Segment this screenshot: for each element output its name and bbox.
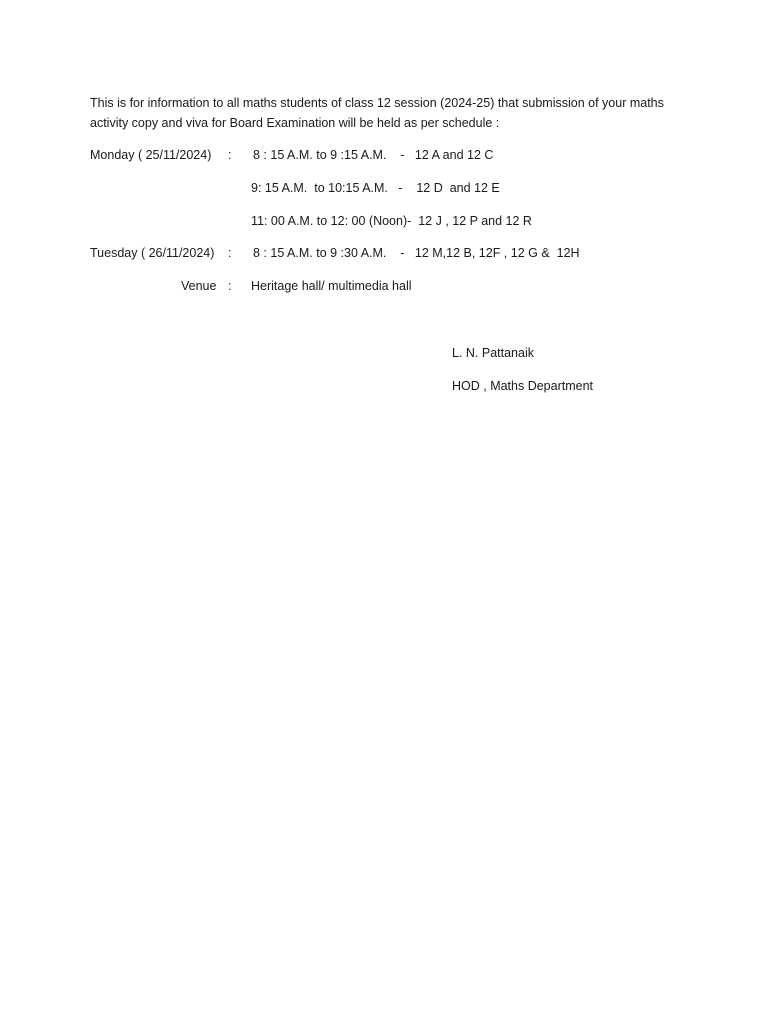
monday-slot-1: 8 : 15 A.M. to 9 :15 A.M. - 12 A and 12 C (253, 148, 494, 162)
monday-label: Monday ( 25/11/2024) (90, 148, 212, 162)
monday-colon: : (228, 148, 232, 162)
tuesday-slot-1: 8 : 15 A.M. to 9 :30 A.M. - 12 M,12 B, 12F , 12 G & 12H (253, 246, 580, 260)
monday-slot-2: 9: 15 A.M. to 10:15 A.M. - 12 D and 12 E (251, 181, 500, 195)
intro-paragraph: This is for information to all maths students of class 12 session (2024-25) that submission of your maths activity copy and viva for Board Examination will be held as per schedule : (90, 96, 664, 130)
venue-colon: : (228, 279, 232, 293)
tuesday-colon: : (228, 246, 232, 260)
venue-value: Heritage hall/ multimedia hall (251, 279, 412, 293)
signatory-name: L. N. Pattanaik (452, 346, 534, 360)
venue-label: Venue (181, 279, 217, 293)
tuesday-label: Tuesday ( 26/11/2024) (90, 246, 215, 260)
monday-slot-3: 11: 00 A.M. to 12: 00 (Noon)- 12 J , 12 P and 12 R (251, 214, 532, 228)
signatory-title: HOD , Maths Department (452, 379, 594, 393)
